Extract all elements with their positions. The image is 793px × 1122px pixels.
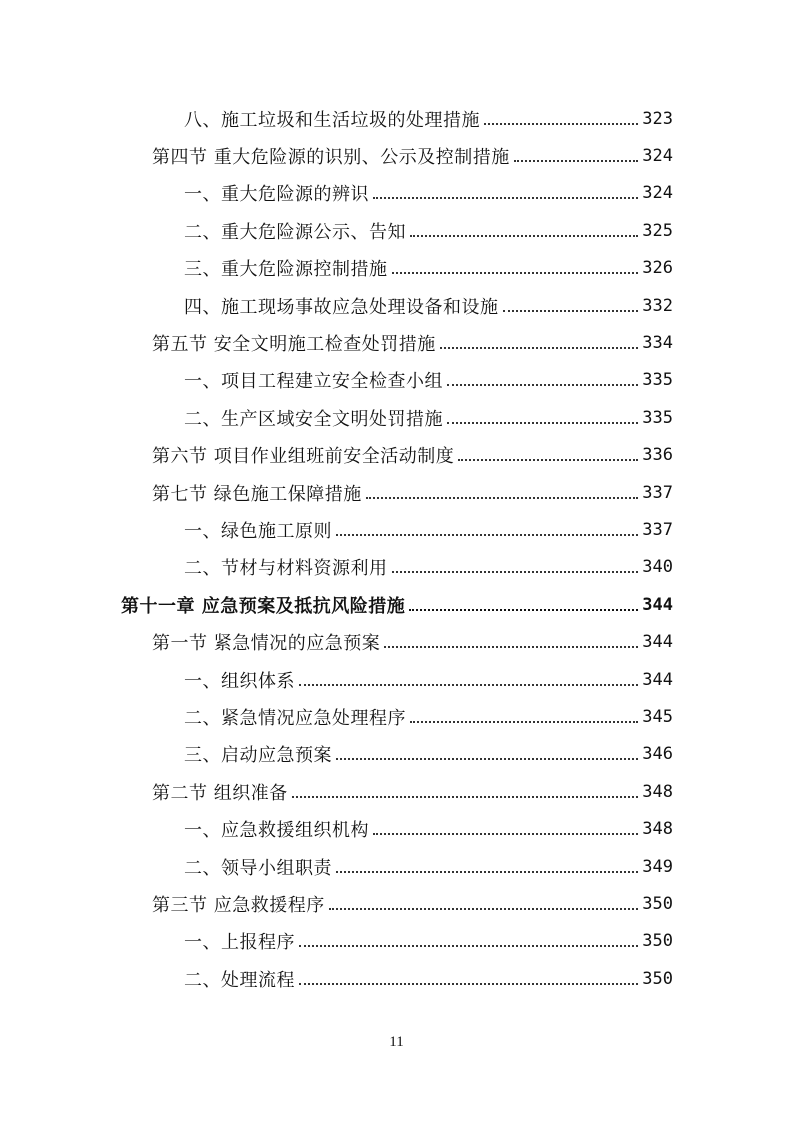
toc-dot-leader xyxy=(484,123,638,125)
toc-dot-leader xyxy=(410,721,638,723)
toc-entry-label: 一、应急救援组织机构 xyxy=(184,816,373,842)
toc-entry-label: 第一节 紧急情况的应急预案 xyxy=(152,629,384,655)
toc-entry-label: 一、上报程序 xyxy=(184,928,299,954)
toc-dot-leader xyxy=(392,571,639,573)
toc-dot-leader xyxy=(409,609,638,611)
toc-section-entry[interactable] xyxy=(0,137,793,174)
toc-entry-page: 344 xyxy=(642,632,673,653)
toc-section-entry[interactable] xyxy=(0,437,793,474)
toc-dot-leader xyxy=(373,833,638,835)
toc-dot-leader xyxy=(392,272,639,274)
toc-subsection-entry[interactable] xyxy=(0,698,793,735)
toc-entry-page: 350 xyxy=(642,931,673,952)
toc-entry-label: 一、组织体系 xyxy=(184,667,299,693)
toc-entry-page: 335 xyxy=(642,370,673,391)
toc-subsection-entry[interactable] xyxy=(0,810,793,847)
toc-entry-label: 第六节 项目作业组班前安全活动制度 xyxy=(152,442,458,468)
toc-entry-page: 337 xyxy=(642,482,673,503)
page-number: 11 xyxy=(389,1034,404,1050)
toc-entry-page: 344 xyxy=(642,669,673,690)
toc-entry-label: 三、重大危险源控制措施 xyxy=(184,255,392,281)
toc-dot-leader xyxy=(299,983,638,985)
toc-section-entry[interactable] xyxy=(0,773,793,810)
toc-entry-page: 350 xyxy=(642,893,673,914)
toc-entry-label: 二、处理流程 xyxy=(184,966,299,992)
toc-entry-page: 323 xyxy=(642,108,673,129)
toc-entry-label: 二、节材与材料资源利用 xyxy=(184,554,392,580)
toc-subsection-entry[interactable] xyxy=(0,549,793,586)
toc-entry-label: 一、重大危险源的辨识 xyxy=(184,180,373,206)
toc-entry-label: 二、领导小组职责 xyxy=(184,854,336,880)
toc-entry-label: 第五节 安全文明施工检查处罚措施 xyxy=(152,330,440,356)
toc-entry-page: 350 xyxy=(642,968,673,989)
toc-subsection-entry[interactable] xyxy=(0,362,793,399)
toc-section-entry[interactable] xyxy=(0,623,793,660)
toc-entry-page: 334 xyxy=(642,333,673,354)
toc-subsection-entry[interactable] xyxy=(0,287,793,324)
toc-entry-page: 349 xyxy=(642,856,673,877)
toc-entry-label: 一、项目工程建立安全检查小组 xyxy=(184,367,447,393)
toc-chapter-entry[interactable] xyxy=(0,586,793,623)
toc-dot-leader xyxy=(329,908,639,910)
toc-entry-page: 324 xyxy=(642,183,673,204)
toc-entry-label: 第二节 组织准备 xyxy=(152,779,292,805)
toc-section-entry[interactable] xyxy=(0,474,793,511)
toc-dot-leader xyxy=(336,534,638,536)
toc-subsection-entry[interactable] xyxy=(0,848,793,885)
toc-dot-leader xyxy=(503,310,639,312)
toc-entry-page: 335 xyxy=(642,407,673,428)
toc-dot-leader xyxy=(336,758,638,760)
toc-dot-leader xyxy=(458,459,638,461)
toc-subsection-entry[interactable] xyxy=(0,399,793,436)
toc-subsection-entry[interactable] xyxy=(0,511,793,548)
toc-section-entry[interactable] xyxy=(0,885,793,922)
toc-entry-page: 332 xyxy=(642,295,673,316)
toc-dot-leader xyxy=(366,497,639,499)
toc-dot-leader xyxy=(299,684,638,686)
toc-subsection-entry[interactable] xyxy=(0,100,793,137)
toc-entry-label: 第十一章 应急预案及抵抗风险措施 xyxy=(121,592,409,618)
toc-dot-leader xyxy=(384,646,638,648)
toc-dot-leader xyxy=(447,422,638,424)
toc-dot-leader xyxy=(514,160,639,162)
toc-dot-leader xyxy=(410,235,638,237)
toc-entry-page: 325 xyxy=(642,220,673,241)
table-of-contents xyxy=(0,100,793,997)
toc-entry-label: 第四节 重大危险源的识别、公示及控制措施 xyxy=(152,143,514,169)
toc-subsection-entry[interactable] xyxy=(0,212,793,249)
toc-dot-leader xyxy=(447,384,638,386)
toc-entry-page: 346 xyxy=(642,744,673,765)
toc-subsection-entry[interactable] xyxy=(0,661,793,698)
toc-entry-page: 337 xyxy=(642,519,673,540)
toc-entry-page: 324 xyxy=(642,146,673,167)
toc-entry-page: 345 xyxy=(642,706,673,727)
toc-dot-leader xyxy=(373,197,638,199)
toc-entry-label: 一、绿色施工原则 xyxy=(184,517,336,543)
toc-subsection-entry[interactable] xyxy=(0,175,793,212)
toc-entry-page: 348 xyxy=(642,819,673,840)
toc-entry-page: 326 xyxy=(642,258,673,279)
toc-dot-leader xyxy=(292,796,639,798)
toc-dot-leader xyxy=(440,347,639,349)
toc-dot-leader xyxy=(299,945,638,947)
toc-entry-label: 八、施工垃圾和生活垃圾的处理措施 xyxy=(184,106,484,132)
toc-entry-page: 340 xyxy=(642,557,673,578)
toc-subsection-entry[interactable] xyxy=(0,736,793,773)
toc-subsection-entry[interactable] xyxy=(0,960,793,997)
toc-entry-label: 二、重大危险源公示、告知 xyxy=(184,218,410,244)
toc-entry-label: 第七节 绿色施工保障措施 xyxy=(152,480,366,506)
toc-subsection-entry[interactable] xyxy=(0,250,793,287)
toc-entry-label: 二、紧急情况应急处理程序 xyxy=(184,704,410,730)
toc-entry-label: 四、施工现场事故应急处理设备和设施 xyxy=(184,293,503,319)
toc-entry-label: 二、生产区域安全文明处罚措施 xyxy=(184,405,447,431)
toc-entry-label: 第三节 应急救援程序 xyxy=(152,891,329,917)
toc-entry-page: 336 xyxy=(642,445,673,466)
toc-entry-page: 344 xyxy=(642,594,673,615)
toc-entry-page: 348 xyxy=(642,781,673,802)
toc-subsection-entry[interactable] xyxy=(0,923,793,960)
toc-entry-label: 三、启动应急预案 xyxy=(184,741,336,767)
toc-section-entry[interactable] xyxy=(0,324,793,361)
toc-dot-leader xyxy=(336,871,638,873)
